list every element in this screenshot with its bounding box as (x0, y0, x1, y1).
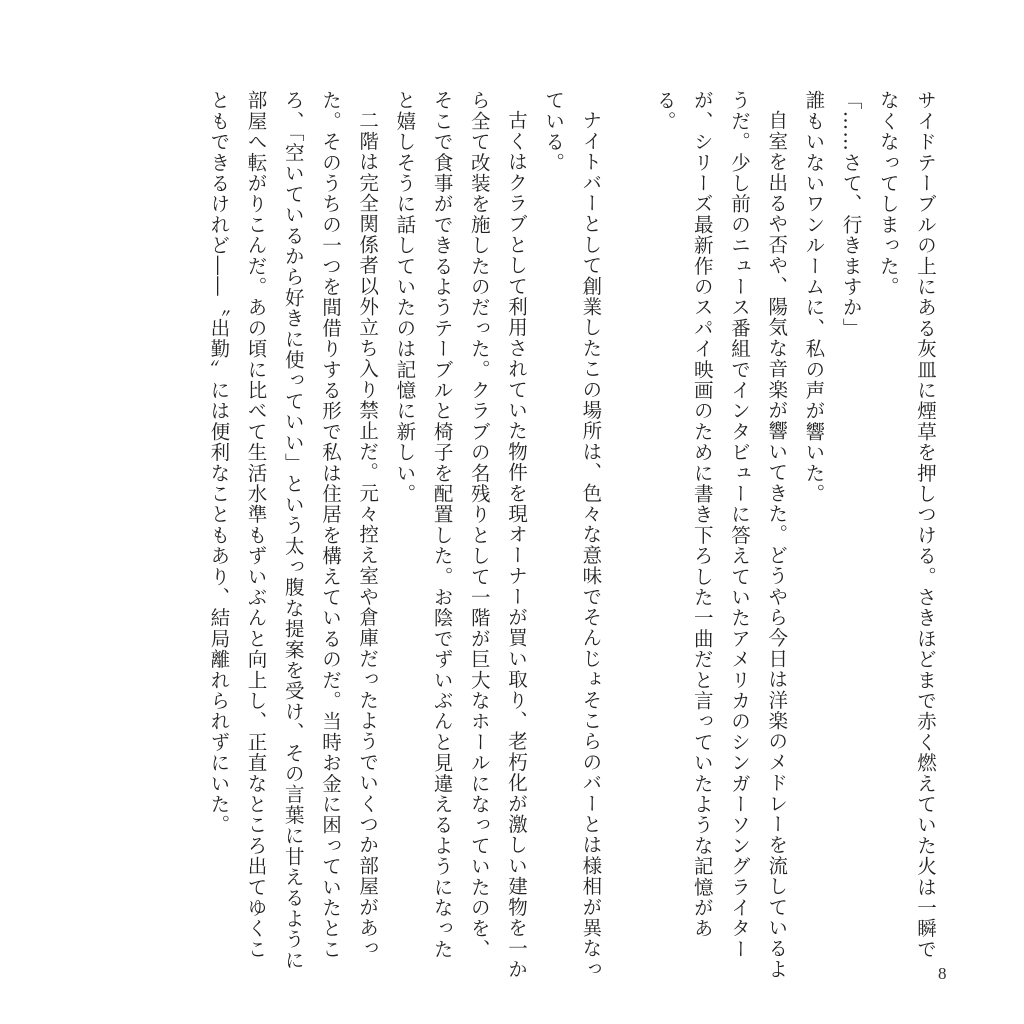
paragraph-5: ナイトバーとして創業したこの場所は、色々な意味でそんじょそこらのバーとは様相が異なっている。 (542, 90, 603, 979)
paragraph-1: サイドテーブルの上にある灰皿に煙草を押しつける。さきほどまで赤く燃えていた火は一瞬でなくなってしまった。 (876, 90, 937, 960)
vertical-text-body (144, 90, 944, 980)
page-number: 8 (938, 964, 947, 983)
paragraph-7: 二階は完全関係者以外立ち入り禁止だ。元々控え室や倉庫だったようでいくつか部屋があった。そのうちの一つを間借りする形で私は住居を構えているのだ。当時お金に困っていたところ、「空いているから好きに使っていい」という太っ腹な提案を受け、その言葉に甘えるように部屋へ転がりこんだ。あの頃に比べて生活水準もずいぶんと向上し、正直なところ出てゆくこともできるけれど――〝出勤〟には便利なこともあり、結局離れられずにいた。 (207, 90, 380, 971)
paragraph-2-dialogue: 「……さて、行きますか」 (839, 90, 863, 339)
paragraph-3: 誰もいないワンルームに、私の声が響いた。 (802, 90, 826, 504)
paragraph-6: 古くはクラブとして利用されていた物件を現オーナーが買い取り、老朽化が激しい建物を一から全て改装を施したのだった。クラブの名残りとして一階が巨大なホールになっていたのを、そこで食事ができるようテーブルと椅子を配置した。お陰でずいぶんと見違えるようになったと嬉しそうに話していたのは記憶に新しい。 (393, 90, 528, 979)
paragraph-4: 自室を出るや否や、陽気な音楽が響いてきた。どうやら今日は洋楽のメドレーを流しているようだ。少し前のニュース番組でインタビューに答えていたアメリカのシンガーソングライターが、シリーズ最新作のスパイ映画のために書き下ろした一曲だと言っていたような記憶がある。 (653, 90, 789, 979)
